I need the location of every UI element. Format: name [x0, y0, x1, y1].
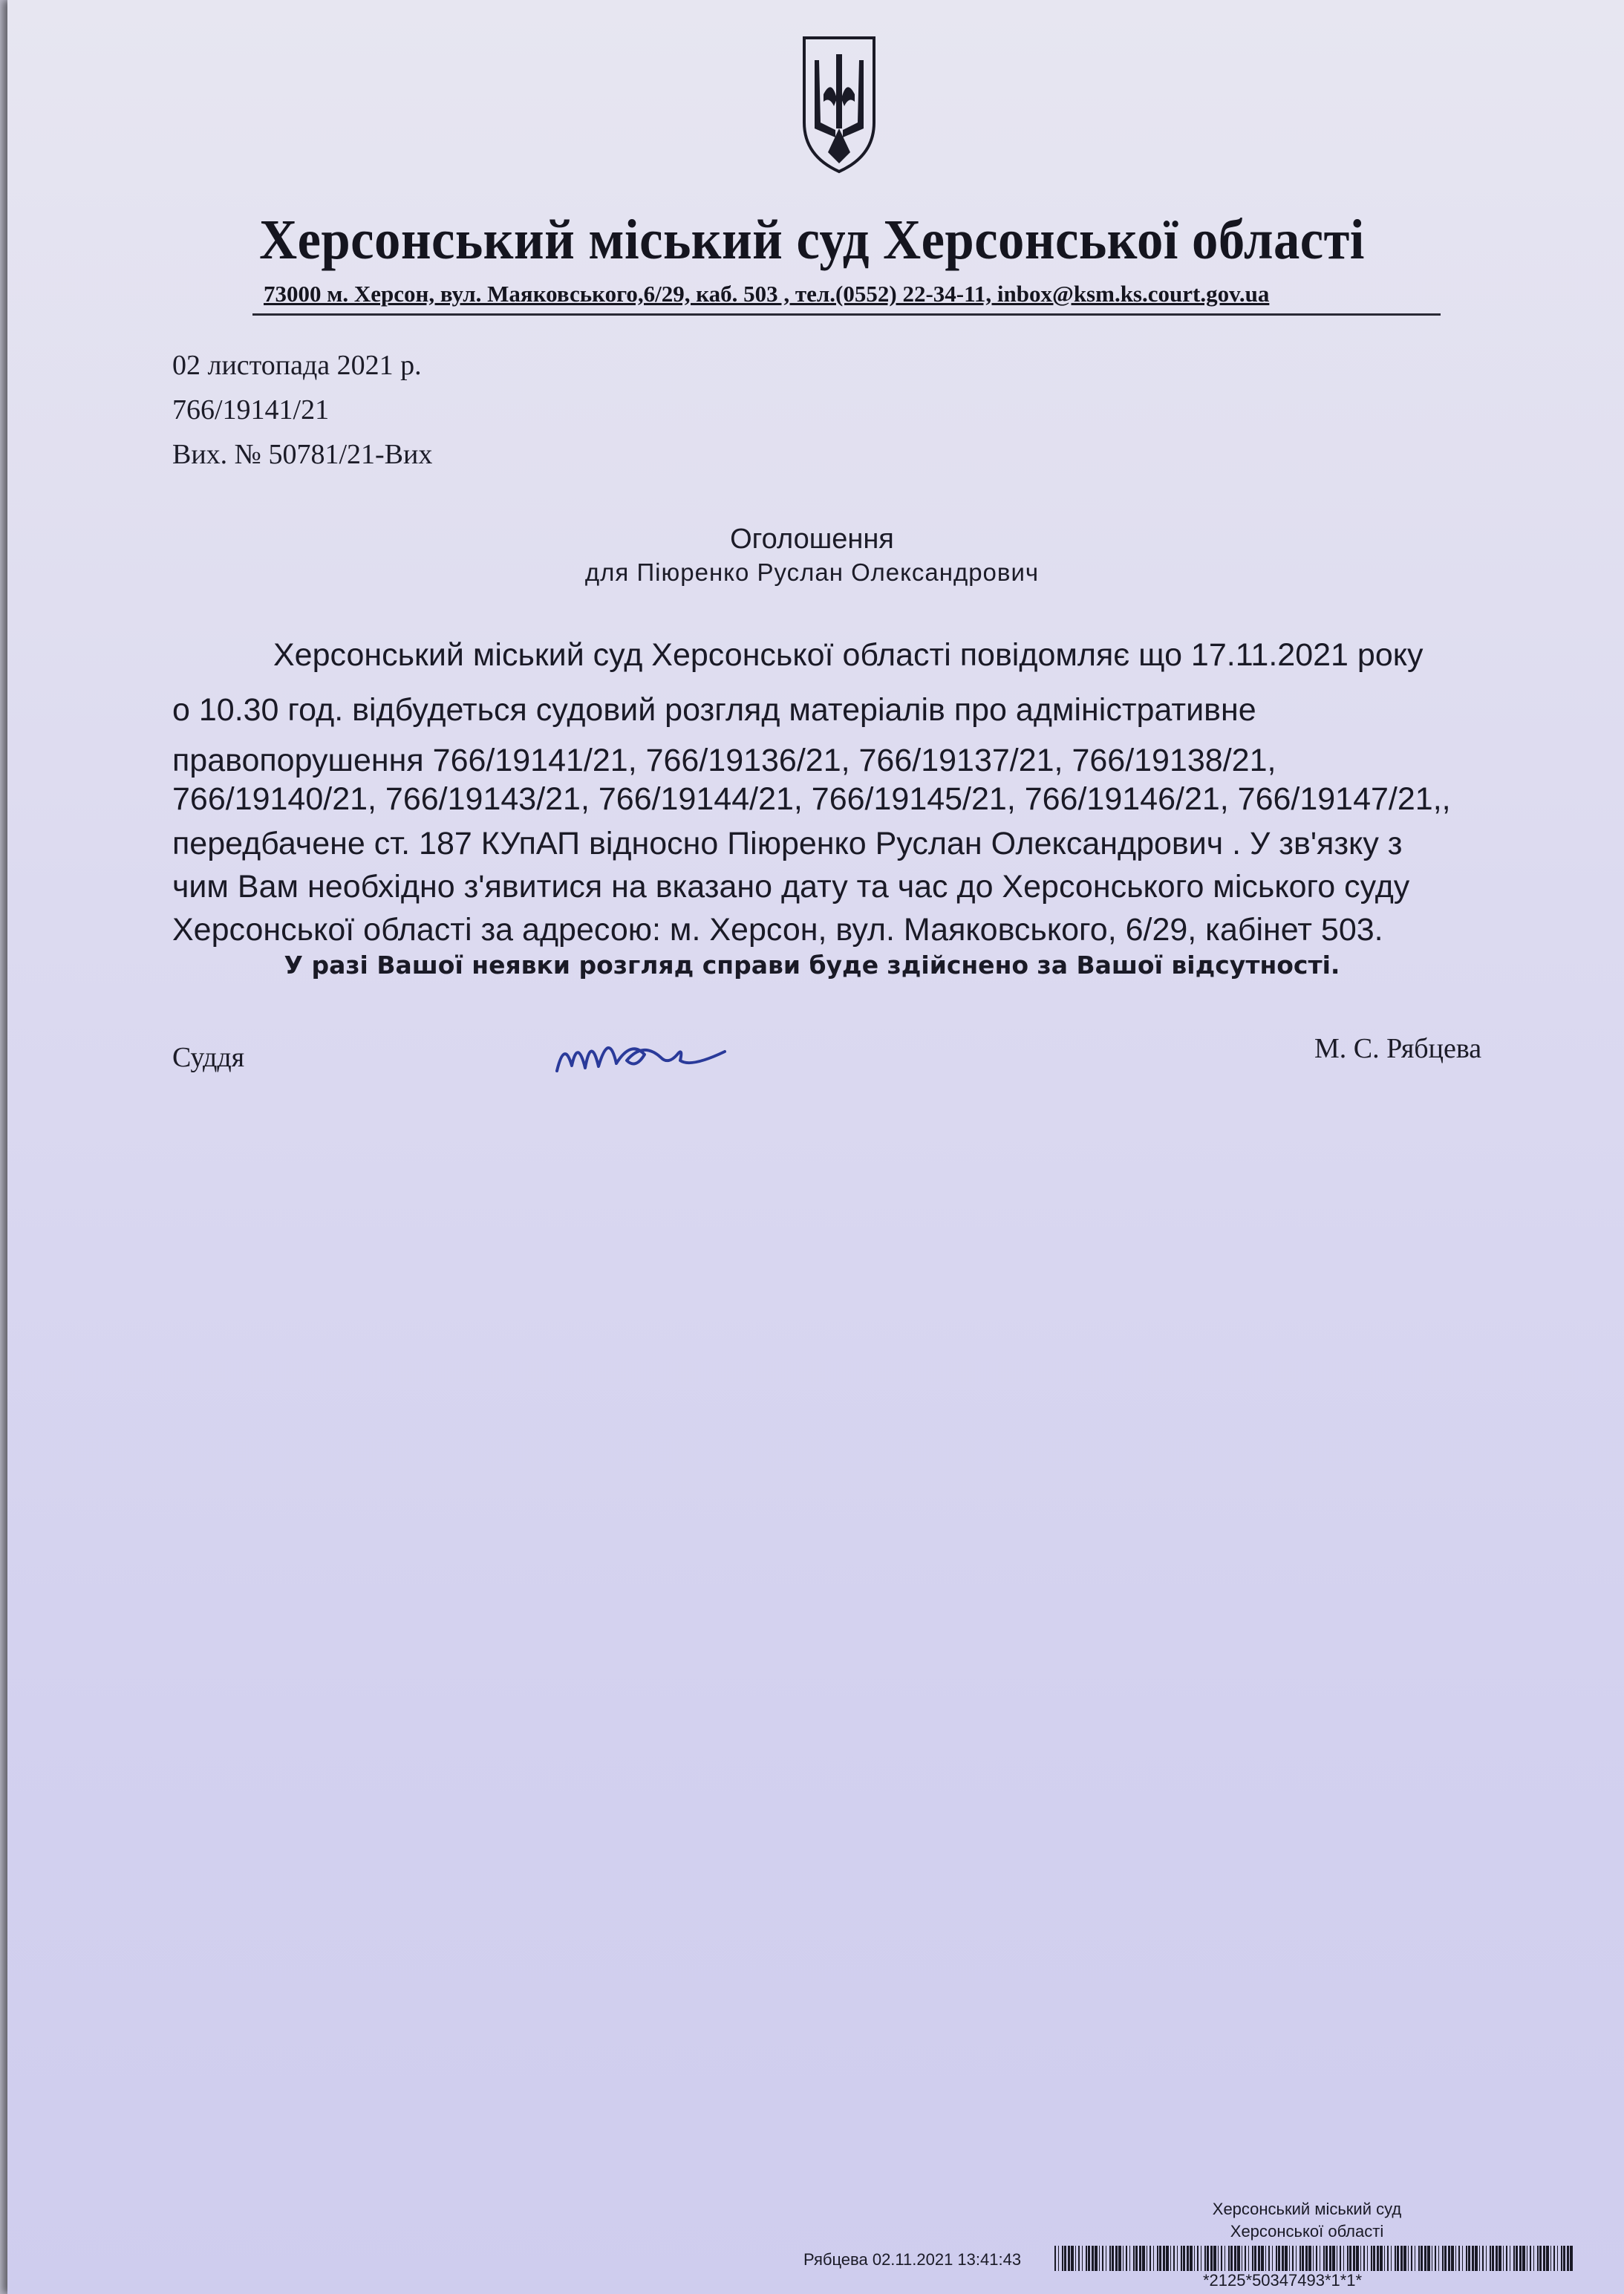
- barcode-bar: [1126, 2246, 1127, 2271]
- barcode-bar: [1384, 2246, 1385, 2271]
- barcode-bar: [1332, 2246, 1335, 2271]
- barcode-bar: [1543, 2246, 1545, 2271]
- barcode-bar: [1254, 2246, 1256, 2271]
- barcode-bar: [1503, 2246, 1504, 2271]
- barcode-bar: [1292, 2246, 1294, 2271]
- barcode-bar: [1349, 2246, 1351, 2271]
- barcode-bar: [1181, 2246, 1182, 2271]
- stamp-signed-by-timestamp: Рябцева 02.11.2021 13:41:43: [803, 2250, 1022, 2269]
- barcode-bar: [1248, 2246, 1249, 2271]
- barcode-bar: [1082, 2246, 1083, 2271]
- barcode-bar: [1157, 2246, 1158, 2271]
- barcode-bar: [1068, 2246, 1070, 2271]
- barcode-bar: [1356, 2246, 1359, 2271]
- barcode-bar: [1142, 2246, 1145, 2271]
- barcode-bar: [1424, 2246, 1426, 2271]
- barcode-bar: [1149, 2246, 1151, 2271]
- barcode-bar: [1567, 2246, 1569, 2271]
- barcode-bar: [1363, 2246, 1365, 2271]
- barcode-bar: [1230, 2246, 1233, 2271]
- barcode-bar: [1506, 2246, 1507, 2271]
- court-address-line: 73000 м. Херсон, вул. Маяковського,6/29, каб. 503 , тел.(0552) 22-34-11, inbox@ksm.ks.court.gov.ua: [264, 281, 1270, 307]
- barcode-bar: [1343, 2246, 1344, 2271]
- barcode-bar: [1296, 2246, 1297, 2271]
- barcode-bar: [1455, 2246, 1456, 2271]
- notice-body-line: передбачене ст. 187 КУпАП відносно Піюренко Руслан Олександрович . У зв'язку з: [172, 826, 1403, 861]
- barcode-bar: [1537, 2246, 1539, 2271]
- barcode-bar: [1421, 2246, 1423, 2271]
- header-divider: [252, 313, 1441, 316]
- barcode-bar: [1380, 2246, 1383, 2271]
- barcode-bar: [1353, 2246, 1355, 2271]
- barcode-bar: [1258, 2246, 1260, 2271]
- barcode-bar: [1479, 2246, 1480, 2271]
- notice-body-line: чим Вам необхідно з'явитися на вказано дату та час до Херсонського міського суду: [172, 869, 1410, 905]
- barcode-bar: [1054, 2246, 1056, 2271]
- barcode-bar: [1400, 2246, 1403, 2271]
- notice-body-line: 766/19140/21, 766/19143/21, 766/19144/21, 766/19145/21, 766/19146/21, 766/19147/21,,: [172, 781, 1451, 817]
- barcode-bar: [1285, 2246, 1288, 2271]
- barcode-bar: [1397, 2246, 1399, 2271]
- barcode-bar: [1340, 2246, 1341, 2271]
- notice-title: Оголошення: [730, 524, 894, 555]
- barcode-bar: [1468, 2246, 1470, 2271]
- barcode-bar: [1391, 2246, 1392, 2271]
- barcode-bar: [1210, 2246, 1213, 2271]
- barcode-bar: [1347, 2246, 1349, 2271]
- barcode-bar: [1207, 2246, 1209, 2271]
- barcode-bar: [1123, 2246, 1124, 2271]
- barcode-bar: [1492, 2246, 1494, 2271]
- barcode-bar: [1252, 2246, 1253, 2271]
- barcode-bar: [1323, 2246, 1325, 2271]
- barcode-bar: [1563, 2246, 1565, 2271]
- barcode-bar: [1490, 2246, 1491, 2271]
- barcode-bar: [1325, 2246, 1328, 2271]
- barcode-bar: [1109, 2246, 1111, 2271]
- handwritten-signature: [550, 1025, 735, 1084]
- barcode-bar: [1166, 2246, 1169, 2271]
- barcode-bar: [1272, 2246, 1273, 2271]
- barcode-bar: [1313, 2246, 1314, 2271]
- barcode-bar: [1099, 2246, 1100, 2271]
- barcode-bar: [1129, 2246, 1130, 2271]
- barcode-bar: [1308, 2246, 1311, 2271]
- barcode-bar: [1228, 2246, 1230, 2271]
- outgoing-number: Вих. № 50781/21-Вих: [172, 439, 433, 470]
- barcode-bar: [1522, 2246, 1525, 2271]
- barcode-code: *2125*50347493*1*1*: [1203, 2271, 1363, 2290]
- barcode-bar: [1444, 2246, 1447, 2271]
- judge-name: М. С. Рябцева: [1314, 1033, 1482, 1064]
- stamp-court-region: Херсонської області: [1230, 2222, 1384, 2241]
- barcode-bar: [1305, 2246, 1308, 2271]
- judge-role-label: Суддя: [172, 1042, 245, 1073]
- barcode-bar: [1550, 2246, 1551, 2271]
- barcode-bar: [1190, 2246, 1193, 2271]
- barcode-bar: [1221, 2246, 1222, 2271]
- barcode-bar: [1570, 2246, 1573, 2271]
- barcode-bar: [1102, 2246, 1103, 2271]
- notice-body-line: Херсонський міський суд Херсонської області повідомляє що 17.11.2021 року: [273, 637, 1424, 673]
- notice-body-line: Херсонської області за адресою: м. Херсон, вул. Маяковського, 6/29, кабінет 503.: [172, 912, 1383, 948]
- barcode-bar: [1261, 2246, 1264, 2271]
- barcode-bar: [1561, 2246, 1562, 2271]
- barcode-bar: [1539, 2246, 1542, 2271]
- barcode-bar: [1237, 2246, 1240, 2271]
- barcode-bar: [1472, 2246, 1474, 2271]
- barcode-bar: [1519, 2246, 1522, 2271]
- barcode-bar: [1095, 2246, 1098, 2271]
- barcode-bar: [1086, 2246, 1087, 2271]
- barcode-bar: [1408, 2246, 1409, 2271]
- notice-body-line: о 10.30 год. відбудеться судовий розгляд матеріалів про адміністративне: [172, 692, 1256, 728]
- notice-body-line: правопорушення 766/19141/21, 766/19136/21, 766/19137/21, 766/19138/21,: [172, 743, 1276, 778]
- barcode-bar: [1371, 2246, 1372, 2271]
- barcode-bar: [1530, 2246, 1531, 2271]
- barcode-bar: [1282, 2246, 1284, 2271]
- barcode-bar: [1064, 2246, 1066, 2271]
- barcode-bar: [1183, 2246, 1185, 2271]
- barcode-bar: [1194, 2246, 1195, 2271]
- barcode-bar: [1466, 2246, 1467, 2271]
- barcode-bar: [1435, 2246, 1436, 2271]
- barcode-bar: [1442, 2246, 1444, 2271]
- barcode-bar: [1159, 2246, 1161, 2271]
- barcode-bar: [1092, 2246, 1094, 2271]
- barcode-bar: [1373, 2246, 1375, 2271]
- barcode-bar: [1499, 2246, 1501, 2271]
- notice-addressee: для Піюренко Руслан Олександрович: [584, 558, 1040, 586]
- barcode-bar: [1177, 2246, 1178, 2271]
- barcode-bar: [1418, 2246, 1420, 2271]
- barcode-bar: [1062, 2246, 1063, 2271]
- barcode-bar: [1213, 2246, 1216, 2271]
- barcode-bar: [1071, 2246, 1074, 2271]
- barcode-bar: [1118, 2246, 1121, 2271]
- tryzub-coat-of-arms-icon: [798, 33, 880, 175]
- barcode-bar: [1234, 2246, 1236, 2271]
- barcode-bar: [1411, 2246, 1412, 2271]
- barcode-bar: [1289, 2246, 1290, 2271]
- barcode-bar: [1486, 2246, 1487, 2271]
- barcode-bar: [1482, 2246, 1484, 2271]
- document-date: 02 листопада 2021 р.: [172, 350, 422, 381]
- barcode-bar: [1329, 2246, 1331, 2271]
- barcode-bar: [1557, 2246, 1558, 2271]
- barcode-bar: [1187, 2246, 1189, 2271]
- barcode-bar: [1218, 2246, 1219, 2271]
- barcode-bar: [1367, 2246, 1368, 2271]
- barcode-bar: [1462, 2246, 1463, 2271]
- barcode-bar: [1395, 2246, 1396, 2271]
- barcode-bar: [1553, 2246, 1555, 2271]
- barcode-bar: [1316, 2246, 1317, 2271]
- barcode-bar: [1377, 2246, 1379, 2271]
- barcode-bar: [1403, 2246, 1406, 2271]
- stamp-court-name: Херсонський міський суд: [1212, 2200, 1402, 2218]
- barcode-bar: [1387, 2246, 1389, 2271]
- barcode-bar: [1224, 2246, 1225, 2271]
- barcode-bar: [1427, 2246, 1430, 2271]
- barcode-bar: [1078, 2246, 1080, 2271]
- absence-warning: У разі Вашої неявки розгляд справи буде здійснено за Вашої відсутності.: [284, 951, 1340, 980]
- barcode-bar: [1475, 2246, 1478, 2271]
- barcode-bar: [1438, 2246, 1439, 2271]
- barcode-bar: [1516, 2246, 1518, 2271]
- document-page: [7, 0, 1624, 2294]
- barcode-bar: [1170, 2246, 1171, 2271]
- barcode-bar: [1115, 2246, 1118, 2271]
- barcode-bar: [1153, 2246, 1154, 2271]
- barcode-bar: [1133, 2246, 1135, 2271]
- barcode-bar: [1112, 2246, 1114, 2271]
- barcode-bar: [1496, 2246, 1498, 2271]
- barcode-bar: [1058, 2246, 1059, 2271]
- barcode-bar: [1135, 2246, 1138, 2271]
- barcode-bar: [1173, 2246, 1175, 2271]
- barcode-bar: [1546, 2246, 1549, 2271]
- barcode-bar: [1533, 2246, 1534, 2271]
- barcode-bar: [1360, 2246, 1361, 2271]
- barcode-bar: [1451, 2246, 1454, 2271]
- court-name-heading: Херсонський міський суд Херсонської області: [259, 209, 1365, 271]
- barcode-bar: [1139, 2246, 1141, 2271]
- barcode-bar: [1075, 2246, 1076, 2271]
- barcode-bar: [1088, 2246, 1090, 2271]
- barcode-bar: [1265, 2246, 1266, 2271]
- barcode-bar: [1268, 2246, 1270, 2271]
- barcode-bar: [1163, 2246, 1165, 2271]
- barcode-bar: [1278, 2246, 1280, 2271]
- barcode-bar: [1448, 2246, 1450, 2271]
- case-number: 766/19141/21: [172, 394, 330, 426]
- barcode-bar: [1302, 2246, 1304, 2271]
- barcode-bar: [1513, 2246, 1515, 2271]
- barcode-bar: [1197, 2246, 1199, 2271]
- barcode-bar: [1276, 2246, 1277, 2271]
- barcode-bar: [1245, 2246, 1246, 2271]
- document-barcode: [1054, 2246, 1574, 2271]
- barcode-bar: [1299, 2246, 1301, 2271]
- barcode-bar: [1204, 2246, 1206, 2271]
- barcode-bar: [1458, 2246, 1460, 2271]
